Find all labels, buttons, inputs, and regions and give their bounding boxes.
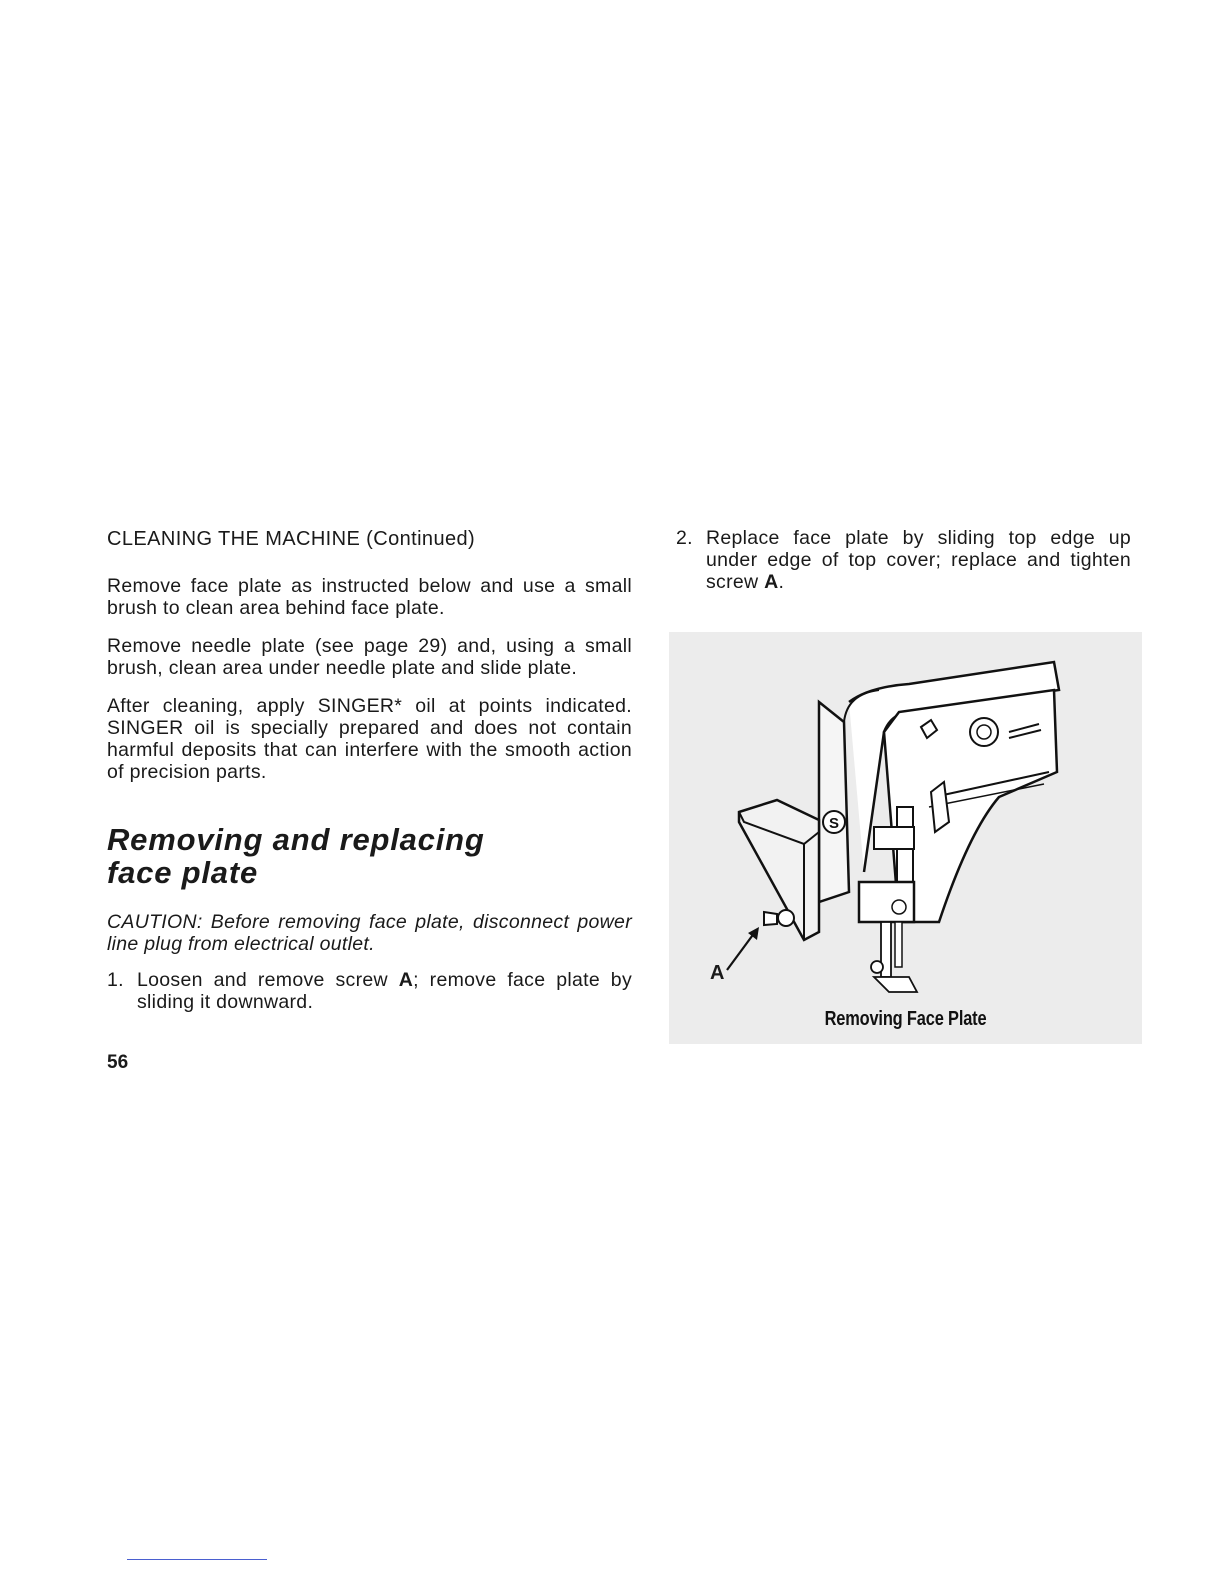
step-1-text-before: Loosen and remove screw <box>137 969 399 991</box>
step-1-text <box>137 969 632 1013</box>
screw-a-label: A <box>710 962 725 984</box>
paragraph-needle-plate-cleaning: Remove needle plate (see page 29) and, using a small brush, clean area under needle plate and slide plate. <box>107 635 632 679</box>
figure-caption: Removing Face Plate <box>824 1008 987 1030</box>
step-1-number: 1. <box>107 969 124 991</box>
step-2-text-before: Replace face plate by sliding top edge up under edge of top cover; replace and tighten screw <box>706 527 1131 593</box>
paragraph-face-plate-cleaning: Remove face plate as instructed below and use a small brush to clean area behind face plate. <box>107 575 632 619</box>
singer-logo-letter: S <box>828 815 840 832</box>
footnote-divider <box>127 1559 267 1560</box>
left-column <box>107 528 632 1025</box>
step-1 <box>107 969 632 1013</box>
section-heading: CLEANING THE MACHINE (Continued) <box>107 528 476 550</box>
title-line-1: Removing and replacing <box>107 822 485 857</box>
sewing-machine-drawing <box>669 632 1142 1044</box>
step-2-screw-label: A <box>764 571 779 593</box>
face-plate-illustration <box>669 632 1142 1044</box>
step-2-text-after: . <box>778 571 785 593</box>
step-2-number: 2. <box>676 527 693 549</box>
step-2 <box>676 527 1131 593</box>
step-2-text <box>706 527 1131 593</box>
right-column <box>676 527 1131 605</box>
page-number: 56 <box>107 1052 129 1073</box>
paragraph-oil: After cleaning, apply SINGER* oil at points indicated. SINGER oil is specially prepared and does not contain harmful deposits that can interfere with the smooth action of precision parts. <box>107 695 632 783</box>
caution-text: CAUTION: Before removing face plate, disconnect power line plug from electrical outlet. <box>107 911 632 955</box>
step-1-text-after: ; remove face plate by sliding it downward. <box>137 969 633 1013</box>
title-line-2: face plate <box>107 855 259 890</box>
step-1-screw-label: A <box>398 969 414 991</box>
page-title <box>107 823 632 889</box>
